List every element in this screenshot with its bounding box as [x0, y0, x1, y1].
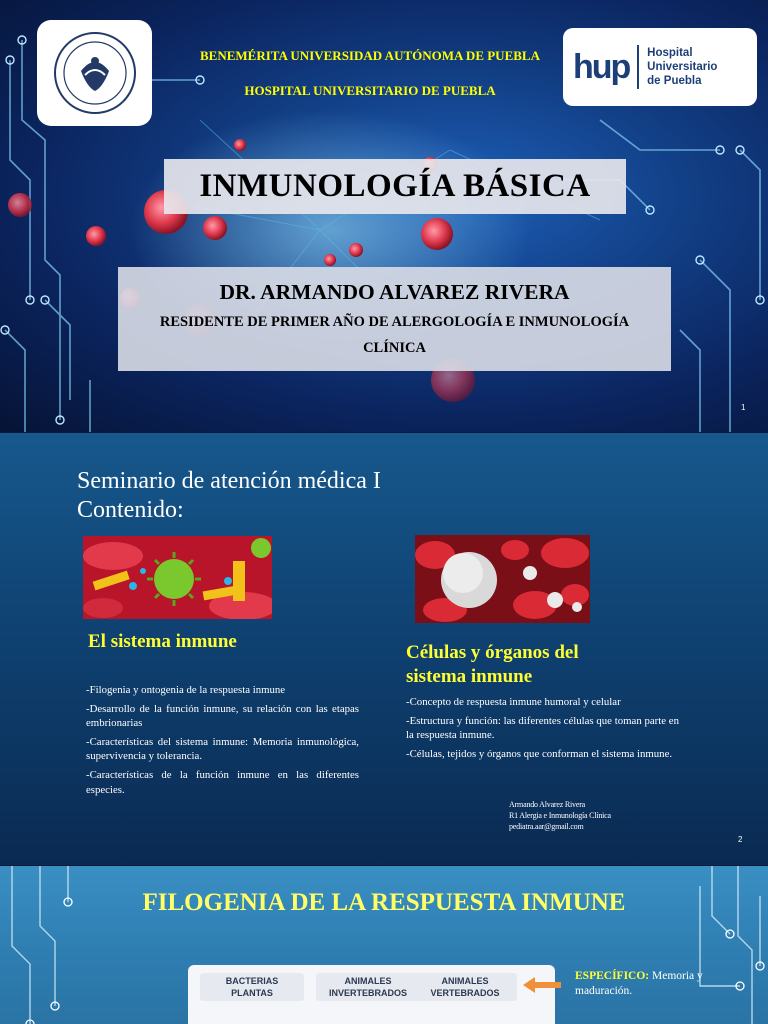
specific-text: Memoria y maduración. — [575, 970, 703, 997]
blood-cells-illustration — [415, 535, 590, 623]
bullet-item: -Estructura y función: las diferentes células que toman parte en la respuesta inmune. — [406, 714, 679, 742]
cell-line-1: ANIMALES — [344, 976, 392, 986]
author-role: RESIDENTE DE PRIMER AÑO DE ALERGOLOGÍA E INMUNOLOGÍA CLÍNICA — [159, 314, 630, 356]
immune-system-bullets — [86, 683, 359, 801]
contact-info — [509, 799, 611, 832]
author-name: DR. ARMANDO ALVAREZ RIVERA — [219, 280, 570, 304]
cell-line-1: ANIMALES — [441, 976, 489, 986]
university-name: BENEMÉRITA UNIVERSIDAD AUTÓNOMA DE PUEBLA — [200, 48, 540, 63]
hospital-name: HOSPITAL UNIVERSITARIO DE PUEBLA — [244, 83, 496, 98]
virus-illustration — [83, 536, 272, 619]
table-cell-invertebrates — [316, 973, 420, 1001]
table-cell-bacteria — [200, 973, 304, 1001]
slide-1 — [0, 0, 768, 432]
contact-email: pediatra.aar@gmail.com — [509, 822, 584, 831]
arrow-left-icon — [523, 977, 561, 993]
table-cell-vertebrates — [413, 973, 517, 1001]
specific-note — [575, 969, 745, 999]
buap-seal-icon — [53, 31, 137, 115]
bullet-item: -Filogenia y ontogenia de la respuesta inmune — [86, 684, 286, 696]
bullet-item: -Concepto de respuesta inmune humoral y celular — [406, 696, 621, 708]
logo-separator — [637, 45, 639, 89]
buap-logo — [37, 20, 152, 126]
cell-line-2: INVERTEBRADOS — [328, 988, 407, 998]
title-box — [164, 159, 626, 214]
section-title-cells-organs: Células y órganos del sistema inmune — [406, 642, 579, 687]
slide-2 — [0, 433, 768, 865]
cells-organs-bullets — [406, 695, 679, 765]
bullet-item: -Células, tejidos y órganos que conforman el sistema inmune. — [406, 747, 673, 760]
hup-mark: hup — [573, 47, 630, 86]
content-heading — [77, 467, 381, 525]
page-number: 2 — [738, 835, 743, 844]
seminar-title: Seminario de atención médica I — [77, 468, 381, 494]
hup-logo — [563, 28, 757, 106]
page-number: 1 — [741, 403, 746, 412]
contact-role: R1 Alergia e Inmunología Clínica — [509, 811, 611, 820]
contact-name: Armando Alvarez Rivera — [509, 800, 586, 809]
specific-label: ESPECÍFICO: — [575, 970, 650, 982]
phylogeny-title: FILOGENIA DE LA RESPUESTA INMUNE — [142, 889, 626, 916]
cell-line-1: BACTERIAS — [225, 976, 279, 986]
bullet-item: -Desarrollo de la función inmune, su relación con las etapas embrionarias — [86, 702, 359, 730]
bullet-item: -Características del sistema inmune: Memoria inmunológica, supervivencia y tolerancia. — [86, 735, 359, 763]
section-title-immune-system: El sistema inmune — [88, 631, 237, 652]
hup-name-line-1: Hospital Universitario — [647, 47, 718, 73]
hup-name-line-2: de Puebla — [647, 75, 702, 87]
presentation-title: INMUNOLOGÍA BÁSICA — [199, 168, 591, 204]
hup-name — [647, 46, 757, 88]
author-box — [118, 267, 671, 371]
contents-label: Contenido: — [77, 497, 184, 523]
cell-line-2: VERTEBRADOS — [430, 988, 500, 998]
bullet-item: -Características de la función inmune en las diferentes especies. — [86, 768, 359, 796]
cell-line-2: PLANTAS — [231, 988, 273, 998]
phylogeny-table — [188, 965, 555, 1024]
slide-3 — [0, 866, 768, 1024]
